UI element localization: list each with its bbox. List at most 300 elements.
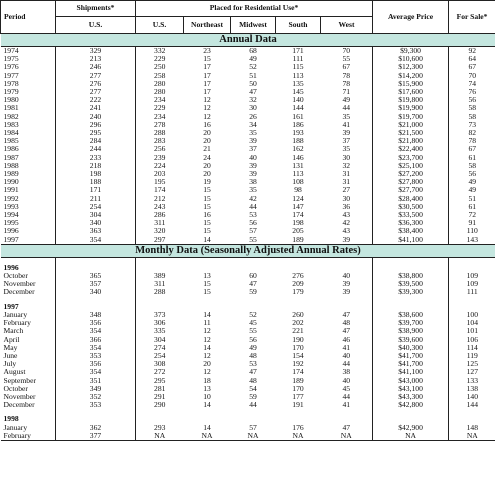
cell-average-price: $27,700 — [373, 186, 449, 194]
cell-west: 30 — [321, 154, 373, 162]
period-header: Period — [1, 1, 56, 34]
cell-west: 44 — [321, 104, 373, 112]
cell-midwest: 39 — [249, 160, 257, 170]
monthly-row — [1, 432, 495, 441]
cell-placed-us: 335 — [154, 326, 166, 336]
cell-for-sale: 144 — [466, 400, 478, 410]
cell-midwest: 59 — [249, 391, 257, 401]
cell-for-sale: 110 — [466, 226, 478, 236]
cell-midwest: 55 — [249, 326, 257, 336]
cell-average-price: $27,800 — [373, 178, 449, 186]
cell-period: December — [1, 288, 56, 296]
cell-period: 1985 — [1, 137, 56, 145]
cell-average-price: $43,100 — [373, 385, 449, 393]
cell-northeast: 17 — [203, 87, 211, 97]
cell-placed-us: 229 — [154, 54, 166, 64]
cell-midwest: 44 — [249, 201, 257, 211]
cell-period: November — [1, 280, 56, 288]
cell-west: 37 — [321, 137, 373, 145]
cell-west: 31 — [321, 170, 373, 178]
cell-period: September — [1, 377, 56, 385]
cell-west: NA — [321, 432, 373, 441]
subheader-midwest: Midwest — [231, 17, 276, 34]
cell-west: 40 — [321, 352, 373, 360]
cell-period: 1980 — [1, 96, 56, 104]
cell-average-price: $39,300 — [373, 288, 449, 296]
monthly-data-section — [1, 244, 495, 257]
cell-period: 1991 — [1, 186, 56, 194]
cell-period: 1990 — [1, 178, 56, 186]
cell-for-sale: 51 — [468, 193, 477, 203]
cell-average-price: $39,600 — [373, 336, 449, 344]
cell-placed-us: 272 — [154, 367, 166, 377]
cell-average-price: $40,300 — [373, 344, 449, 352]
cell-midwest: 30 — [249, 103, 257, 113]
cell-average-price: $19,700 — [373, 113, 449, 121]
cell-south: 131 — [292, 160, 304, 170]
cell-period: August — [1, 368, 56, 376]
shipments-header: Shipments* — [56, 1, 136, 17]
cell-west: 47 — [321, 311, 373, 319]
cell-shipments-us: 284 — [56, 137, 136, 145]
cell-shipments-us: 356 — [56, 319, 136, 327]
cell-for-sale: 72 — [468, 210, 477, 220]
cell-northeast: 12 — [203, 103, 211, 113]
cell-midwest: 45 — [249, 318, 257, 328]
cell-midwest: 60 — [249, 271, 257, 281]
cell-average-price: $41,100 — [373, 236, 449, 245]
cell-south: NA — [276, 432, 321, 441]
cell-for-sale: 140 — [466, 391, 478, 401]
cell-for-sale: 67 — [468, 144, 477, 154]
cell-placed-us: 288 — [154, 287, 166, 297]
cell-south: 260 — [292, 309, 304, 319]
cell-shipments-us: 340 — [56, 219, 136, 227]
cell-south: 145 — [292, 87, 304, 97]
cell-shipments-us: 354 — [56, 236, 136, 245]
cell-average-price: $28,400 — [373, 195, 449, 203]
cell-midwest: 56 — [249, 334, 257, 344]
cell-west: 31 — [321, 178, 373, 186]
cell-placed-us: 311 — [154, 279, 166, 289]
cell-northeast: 21 — [203, 144, 211, 154]
cell-average-price: $36,300 — [373, 219, 449, 227]
cell-west: 32 — [321, 162, 373, 170]
cell-for-sale: 73 — [468, 119, 477, 129]
cell-placed-us: 290 — [154, 400, 166, 410]
cell-shipments-us: 222 — [56, 96, 136, 104]
cell-northeast: 24 — [203, 152, 211, 162]
cell-south: 171 — [292, 46, 304, 55]
cell-period: 1976 — [1, 63, 56, 71]
subheader-shipments-us: U.S. — [56, 17, 136, 34]
cell-northeast: 17 — [203, 70, 211, 80]
cell-midwest: 49 — [249, 54, 257, 64]
cell-midwest: 68 — [249, 46, 257, 55]
cell-midwest: 54 — [249, 383, 257, 393]
cell-placed-us: 280 — [154, 78, 166, 88]
cell-shipments-us: 218 — [56, 162, 136, 170]
cell-south: 146 — [292, 152, 304, 162]
cell-west: 41 — [321, 344, 373, 352]
cell-for-sale: 114 — [466, 342, 478, 352]
cell-placed-us: 239 — [154, 152, 166, 162]
cell-average-price: $10,600 — [373, 55, 449, 63]
cell-midwest: 44 — [249, 400, 257, 410]
cell-west: 35 — [321, 145, 373, 153]
cell-northeast: 14 — [203, 309, 211, 319]
cell-south: 174 — [292, 367, 304, 377]
cell-west: 45 — [321, 385, 373, 393]
cell-midwest: 48 — [249, 350, 257, 360]
cell-midwest: 57 — [249, 422, 257, 432]
cell-average-price: $41,100 — [373, 368, 449, 376]
cell-for-sale: 92 — [468, 46, 477, 55]
cell-west: 78 — [321, 72, 373, 80]
cell-midwest: 42 — [249, 193, 257, 203]
cell-northeast: 13 — [203, 383, 211, 393]
cell-south: 193 — [292, 128, 304, 138]
cell-shipments-us: 353 — [56, 401, 136, 409]
cell-shipments-us: 188 — [56, 178, 136, 186]
cell-midwest: 53 — [249, 359, 257, 369]
cell-south: 170 — [292, 342, 304, 352]
cell-for-sale: 58 — [468, 111, 477, 121]
cell-west: 35 — [321, 113, 373, 121]
cell-period: 1994 — [1, 211, 56, 219]
cell-south: 191 — [292, 400, 304, 410]
cell-average-price: $12,300 — [373, 63, 449, 71]
cell-northeast: 20 — [203, 128, 211, 138]
cell-placed-us: 203 — [154, 169, 166, 179]
cell-average-price: $19,800 — [373, 96, 449, 104]
cell-shipments-us: 241 — [56, 104, 136, 112]
cell-northeast: 15 — [203, 287, 211, 297]
cell-shipments-us: 329 — [56, 47, 136, 56]
cell-placed-us: 234 — [154, 95, 166, 105]
cell-for-sale: 82 — [468, 128, 477, 138]
cell-for-sale: 125 — [466, 359, 478, 369]
cell-south: 161 — [292, 111, 304, 121]
cell-period: 1983 — [1, 121, 56, 129]
cell-south: 140 — [292, 95, 304, 105]
cell-average-price: $9,300 — [373, 47, 449, 56]
cell-for-sale: 49 — [468, 177, 477, 187]
cell-midwest: 52 — [249, 309, 257, 319]
cell-south: 189 — [292, 375, 304, 385]
cell-northeast: 14 — [203, 422, 211, 432]
cell-placed-us: 297 — [154, 234, 166, 244]
cell-placed-us: 229 — [154, 103, 166, 113]
cell-shipments-us: 254 — [56, 203, 136, 211]
cell-northeast: 15 — [203, 279, 211, 289]
cell-for-sale: 49 — [468, 185, 477, 195]
avg-price-header: Average Price — [373, 1, 449, 34]
cell-south: 202 — [292, 318, 304, 328]
cell-south: 189 — [292, 234, 304, 244]
cell-west: 40 — [321, 272, 373, 280]
cell-midwest: 57 — [249, 226, 257, 236]
year-label: 1997 — [1, 303, 56, 311]
cell-placed-us: 250 — [154, 62, 166, 72]
cell-northeast: 15 — [203, 201, 211, 211]
placed-header: Placed for Residential Use* — [136, 1, 373, 17]
cell-shipments-us: 363 — [56, 227, 136, 235]
monthly-row — [1, 288, 495, 296]
cell-west: 42 — [321, 219, 373, 227]
cell-shipments-us: 365 — [56, 272, 136, 280]
cell-period: 1992 — [1, 195, 56, 203]
cell-for-sale: 101 — [466, 326, 478, 336]
cell-period: 1988 — [1, 162, 56, 170]
cell-placed-us: 281 — [154, 383, 166, 393]
cell-midwest: 56 — [249, 218, 257, 228]
cell-placed-us: 274 — [154, 342, 166, 352]
cell-south: 179 — [292, 287, 304, 297]
cell-for-sale: 111 — [466, 287, 478, 297]
cell-south: 190 — [292, 334, 304, 344]
cell-placed-us: 195 — [154, 177, 166, 187]
cell-shipments-us: 351 — [56, 377, 136, 385]
cell-placed-us: 280 — [154, 87, 166, 97]
cell-shipments-us: 246 — [56, 63, 136, 71]
cell-west: 47 — [321, 424, 373, 432]
cell-placed-us: 304 — [154, 334, 166, 344]
cell-west: 43 — [321, 211, 373, 219]
cell-northeast: 18 — [203, 375, 211, 385]
cell-placed-us: 295 — [154, 375, 166, 385]
cell-placed-us: 254 — [154, 350, 166, 360]
cell-period: October — [1, 272, 56, 280]
cell-northeast: 15 — [203, 54, 211, 64]
cell-west: 47 — [321, 327, 373, 335]
cell-average-price: $39,500 — [373, 280, 449, 288]
cell-northeast: 14 — [203, 234, 211, 244]
cell-west: 41 — [321, 121, 373, 129]
cell-for-sale: 104 — [466, 318, 478, 328]
cell-placed-us: 243 — [154, 201, 166, 211]
cell-for-sale: 133 — [466, 375, 478, 385]
cell-for-sale: 91 — [468, 218, 477, 228]
cell-period: March — [1, 327, 56, 335]
cell-northeast: 17 — [203, 62, 211, 72]
cell-shipments-us: 240 — [56, 113, 136, 121]
cell-south: 221 — [292, 326, 304, 336]
cell-south: 115 — [292, 62, 304, 72]
cell-placed-us: 389 — [154, 271, 166, 281]
cell-west: 39 — [321, 129, 373, 137]
cell-placed-us: 308 — [154, 359, 166, 369]
cell-average-price: $41,700 — [373, 352, 449, 360]
cell-placed-us: NA — [136, 432, 184, 441]
cell-south: 186 — [292, 119, 304, 129]
cell-for-sale: 109 — [466, 279, 478, 289]
cell-midwest: 26 — [249, 111, 257, 121]
cell-south: 124 — [292, 193, 304, 203]
cell-shipments-us: 295 — [56, 129, 136, 137]
cell-northeast: 16 — [203, 119, 211, 129]
cell-northeast: 12 — [203, 326, 211, 336]
cell-midwest: 35 — [249, 185, 257, 195]
cell-average-price: $38,600 — [373, 311, 449, 319]
cell-average-price: $43,000 — [373, 377, 449, 385]
cell-south: 144 — [292, 103, 304, 113]
cell-for-sale: 138 — [466, 383, 478, 393]
cell-average-price: $21,000 — [373, 121, 449, 129]
year-label: 1998 — [1, 415, 56, 423]
cell-for-sale: 119 — [466, 350, 478, 360]
cell-shipments-us: 296 — [56, 121, 136, 129]
cell-period: January — [1, 311, 56, 319]
annual-row — [1, 236, 495, 245]
cell-west: 40 — [321, 377, 373, 385]
cell-placed-us: 320 — [154, 226, 166, 236]
cell-placed-us: 212 — [154, 193, 166, 203]
cell-midwest: 40 — [249, 152, 257, 162]
cell-for-sale: 127 — [466, 367, 478, 377]
cell-south: 98 — [294, 185, 302, 195]
cell-average-price: $22,400 — [373, 145, 449, 153]
subheader-west: West — [321, 17, 373, 34]
cell-shipments-us: 354 — [56, 327, 136, 335]
cell-for-sale: NA — [449, 432, 495, 441]
cell-south: 205 — [292, 226, 304, 236]
cell-west: 41 — [321, 401, 373, 409]
cell-northeast: 20 — [203, 160, 211, 170]
cell-west: 70 — [321, 47, 373, 56]
cell-northeast: 15 — [203, 218, 211, 228]
cell-northeast: 15 — [203, 185, 211, 195]
cell-average-price: $30,500 — [373, 203, 449, 211]
cell-for-sale: 109 — [466, 271, 478, 281]
cell-northeast: 13 — [203, 271, 211, 281]
annual-data-section — [1, 34, 495, 47]
cell-shipments-us: 377 — [56, 432, 136, 441]
cell-shipments-us: 353 — [56, 352, 136, 360]
cell-average-price: $21,500 — [373, 129, 449, 137]
cell-period: October — [1, 385, 56, 393]
cell-period: 1977 — [1, 72, 56, 80]
cell-midwest: 52 — [249, 62, 257, 72]
cell-for-sale: 56 — [468, 169, 477, 179]
subheader-south: South — [276, 17, 321, 34]
cell-period: 1996 — [1, 227, 56, 235]
cell-northeast: 14 — [203, 342, 211, 352]
cell-shipments-us: 348 — [56, 311, 136, 319]
cell-period: 1978 — [1, 80, 56, 88]
cell-average-price: $19,900 — [373, 104, 449, 112]
cell-west: 44 — [321, 360, 373, 368]
monthly-data-section-title: Monthly Data (Seasonally Adjusted Annual Rates) — [1, 244, 495, 257]
cell-placed-us: 256 — [154, 144, 166, 154]
cell-south: 209 — [292, 279, 304, 289]
cell-for-sale: 58 — [468, 160, 477, 170]
cell-south: 113 — [292, 169, 304, 179]
cell-for-sale: 67 — [468, 62, 477, 72]
cell-midwest: 48 — [249, 375, 257, 385]
cell-period: April — [1, 336, 56, 344]
cell-shipments-us: 211 — [56, 195, 136, 203]
cell-midwest: 49 — [249, 342, 257, 352]
cell-midwest: 39 — [249, 169, 257, 179]
cell-average-price: $15,900 — [373, 80, 449, 88]
cell-average-price: $33,500 — [373, 211, 449, 219]
cell-northeast: 19 — [203, 177, 211, 187]
cell-south: 162 — [292, 144, 304, 154]
cell-placed-us: 373 — [154, 309, 166, 319]
cell-period: 1995 — [1, 219, 56, 227]
cell-northeast: 15 — [203, 226, 211, 236]
cell-period: November — [1, 393, 56, 401]
cell-shipments-us: 277 — [56, 72, 136, 80]
cell-west: 36 — [321, 203, 373, 211]
cell-placed-us: 288 — [154, 128, 166, 138]
cell-shipments-us: 366 — [56, 336, 136, 344]
cell-period: May — [1, 344, 56, 352]
cell-period: 1982 — [1, 113, 56, 121]
cell-average-price: $27,200 — [373, 170, 449, 178]
cell-shipments-us: 233 — [56, 154, 136, 162]
cell-west: 67 — [321, 63, 373, 71]
cell-west: 46 — [321, 336, 373, 344]
cell-midwest: 47 — [249, 367, 257, 377]
cell-for-sale: 106 — [466, 334, 478, 344]
cell-northeast: 12 — [203, 350, 211, 360]
cell-northeast: 17 — [203, 78, 211, 88]
cell-shipments-us: 198 — [56, 170, 136, 178]
cell-south: 192 — [292, 359, 304, 369]
for-sale-header: For Sale* — [449, 1, 495, 34]
cell-period: 1974 — [1, 47, 56, 56]
cell-for-sale: 58 — [468, 103, 477, 113]
cell-south: 111 — [292, 54, 304, 64]
cell-shipments-us: 277 — [56, 88, 136, 96]
cell-northeast: 16 — [203, 210, 211, 220]
cell-period: 1984 — [1, 129, 56, 137]
cell-midwest: 34 — [249, 119, 257, 129]
cell-average-price: $21,800 — [373, 137, 449, 145]
cell-average-price: $42,900 — [373, 424, 449, 432]
cell-midwest: 37 — [249, 144, 257, 154]
cell-placed-us: 174 — [154, 185, 166, 195]
annual-data-section-title: Annual Data — [1, 34, 495, 47]
cell-northeast: 12 — [203, 334, 211, 344]
cell-south: 188 — [292, 136, 304, 146]
cell-period: 1981 — [1, 104, 56, 112]
cell-for-sale: 56 — [468, 95, 477, 105]
cell-for-sale: 74 — [468, 78, 477, 88]
cell-shipments-us: 276 — [56, 80, 136, 88]
cell-shipments-us: 356 — [56, 360, 136, 368]
cell-midwest: 53 — [249, 210, 257, 220]
cell-average-price: $43,300 — [373, 393, 449, 401]
cell-midwest: 35 — [249, 128, 257, 138]
cell-shipments-us: 349 — [56, 385, 136, 393]
cell-west: 39 — [321, 236, 373, 245]
cell-placed-us: 291 — [154, 391, 166, 401]
cell-northeast: 20 — [203, 169, 211, 179]
cell-shipments-us: 304 — [56, 211, 136, 219]
cell-south: 198 — [292, 218, 304, 228]
cell-west: 38 — [321, 368, 373, 376]
cell-period: 1997 — [1, 236, 56, 245]
cell-shipments-us: 354 — [56, 344, 136, 352]
cell-placed-us: 258 — [154, 70, 166, 80]
cell-midwest: 51 — [249, 70, 257, 80]
cell-for-sale: 61 — [468, 201, 477, 211]
cell-northeast: 10 — [203, 391, 211, 401]
cell-average-price: $25,100 — [373, 162, 449, 170]
